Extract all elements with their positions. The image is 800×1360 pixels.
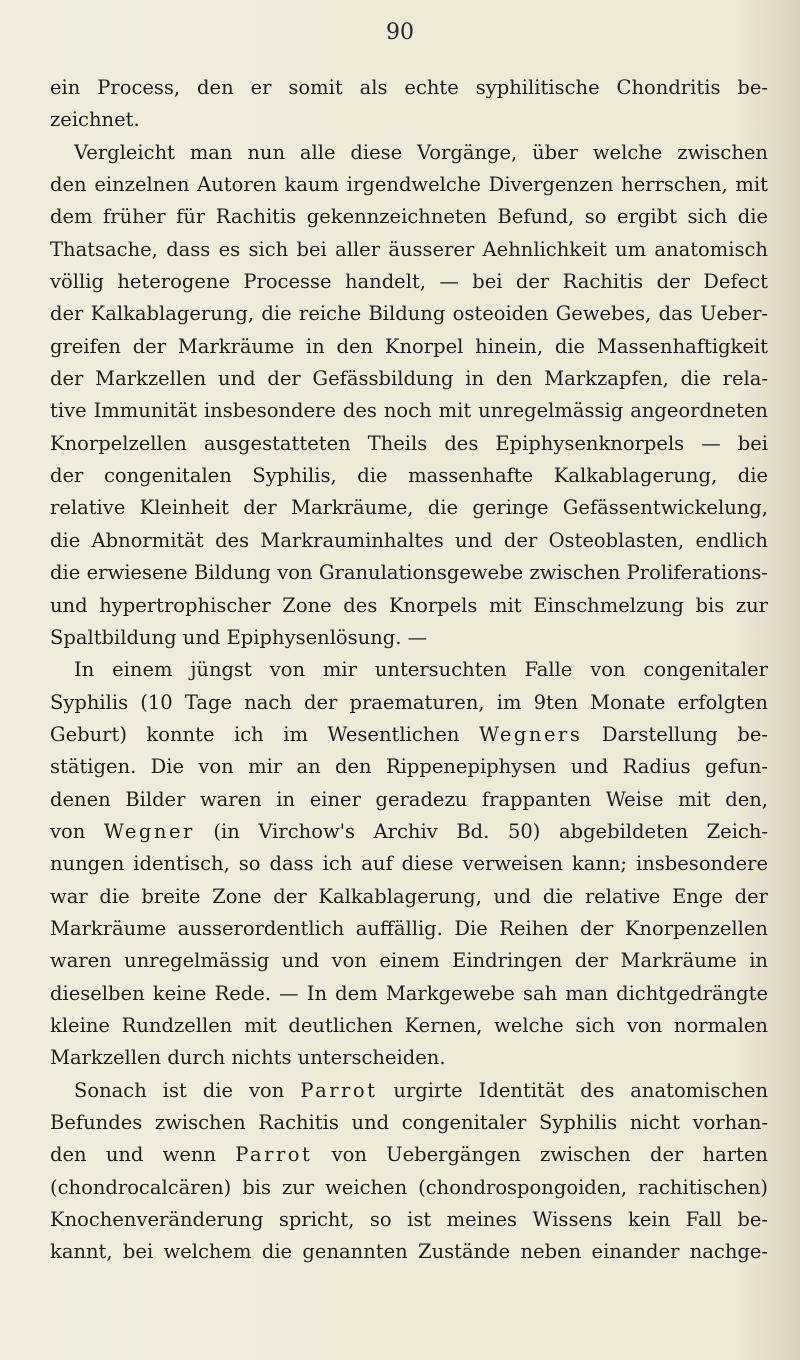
- text-line: kannt, bei welchem die genannten Zustände neben einander nachge-: [50, 1240, 768, 1264]
- text-line: die Abnormität des Markrauminhaltes und der Osteoblasten, endlich: [50, 528, 768, 552]
- text-line: Knorpelzellen ausgestatteten Theils des Epiphysenknorpels — bei: [50, 431, 768, 455]
- text-line: Syphilis (10 Tage nach der praematuren, im 9ten Monate erfolgten: [50, 690, 768, 714]
- text-line: [50, 1139, 768, 1171]
- text-segment: urgirte Identität des anatomischen: [377, 1078, 768, 1102]
- text-line: waren unregelmässig und von einem Eindringen der Markräume in: [50, 949, 768, 973]
- text-line: Knochenveränderung spricht, so ist meines Wissens kein Fall be-: [50, 1208, 768, 1232]
- page-number: 90: [386, 20, 414, 45]
- text-line: die erwiesene Bildung von Granulationsgewebe zwischen Proliferations-: [50, 561, 768, 585]
- text-line: nungen identisch, so dass ich auf diese verweisen kann; insbesondere: [50, 852, 768, 876]
- text-line: relative Kleinheit der Markräume, die geringe Gefässentwickelung,: [50, 496, 768, 520]
- text-line: der congenitalen Syphilis, die massenhafte Kalkablagerung, die: [50, 464, 768, 488]
- text-line: Markräume ausserordentlich auffällig. Die Reihen der Knorpenzellen: [50, 916, 768, 940]
- text-line: völlig heterogene Processe handelt, — bei der Rachitis der Defect: [50, 270, 768, 294]
- text-line: (chondrocalcären) bis zur weichen (chondrospongoiden, rachitischen): [50, 1175, 768, 1199]
- text-line: Thatsache, dass es sich bei aller äusserer Aehnlichkeit um anatomisch: [50, 237, 768, 261]
- text-line: [50, 1075, 768, 1107]
- text-segment: Geburt) konnte ich im Wesentlichen: [50, 722, 479, 746]
- text-line: Vergleicht man nun alle diese Vorgänge, über welche zwischen: [74, 140, 768, 164]
- text-segment: den und wenn: [50, 1143, 236, 1167]
- text-line: [50, 719, 768, 751]
- text-line: zeichnet.: [50, 108, 140, 132]
- text-segment: (in Virchow's Archiv Bd. 50) abgebildeten Zeich-: [194, 819, 768, 843]
- text-line: kleine Rundzellen mit deutlichen Kernen, welche sich von normalen: [50, 1013, 768, 1037]
- text-line: ein Process, den er somit als echte syphilitische Chondritis be-: [50, 76, 768, 99]
- text-line: Markzellen durch nichts unterscheiden.: [50, 1046, 446, 1070]
- text-line: denen Bilder waren in einer geradezu frappanten Weise mit den,: [50, 787, 768, 811]
- author-name: Parrot: [300, 1078, 378, 1102]
- text-line: dem früher für Rachitis gekennzeichneten Befund, so ergibt sich die: [50, 205, 768, 229]
- text-line: war die breite Zone der Kalkablagerung, und die relative Enge der: [50, 884, 768, 908]
- text-segment: Darstellung be-: [582, 722, 768, 746]
- text-line: Befundes zwischen Rachitis und congenitaler Syphilis nicht vorhan-: [50, 1111, 768, 1134]
- text-line: tive Immunität insbesondere des noch mit unregelmässig angeordneten: [50, 399, 768, 423]
- text-segment: von Uebergängen zwischen der harten: [312, 1143, 768, 1167]
- text-line: dieselben keine Rede. — In dem Markgewebe sah man dichtgedrängte: [50, 981, 768, 1005]
- text-line: der Markzellen und der Gefässbildung in den Markzapfen, die rela-: [50, 367, 768, 391]
- text-line: der Kalkablagerung, die reiche Bildung osteoiden Gewebes, das Ueber-: [50, 302, 768, 326]
- text-line: greifen der Markräume in den Knorpel hinein, die Massenhaftigkeit: [50, 334, 768, 358]
- text-segment: von: [50, 819, 104, 843]
- text-line: und hypertrophischer Zone des Knorpels mit Einschmelzung bis zur: [50, 593, 768, 617]
- author-name: Wegners: [478, 722, 583, 746]
- text-line: den einzelnen Autoren kaum irgendwelche Divergenzen herrschen, mit: [50, 173, 768, 197]
- author-name: Wegner: [103, 819, 195, 843]
- text-line: [50, 816, 768, 848]
- body-text: [50, 72, 768, 1269]
- text-line: stätigen. Die von mir an den Rippenepiphysen und Radius gefun-: [50, 755, 768, 779]
- text-line: In einem jüngst von mir untersuchten Falle von congenitaler: [74, 658, 768, 682]
- text-line: Spaltbildung und Epiphysenlösung. —: [50, 625, 428, 649]
- author-name: Parrot: [235, 1143, 313, 1167]
- text-segment: Sonach ist die von: [74, 1078, 301, 1102]
